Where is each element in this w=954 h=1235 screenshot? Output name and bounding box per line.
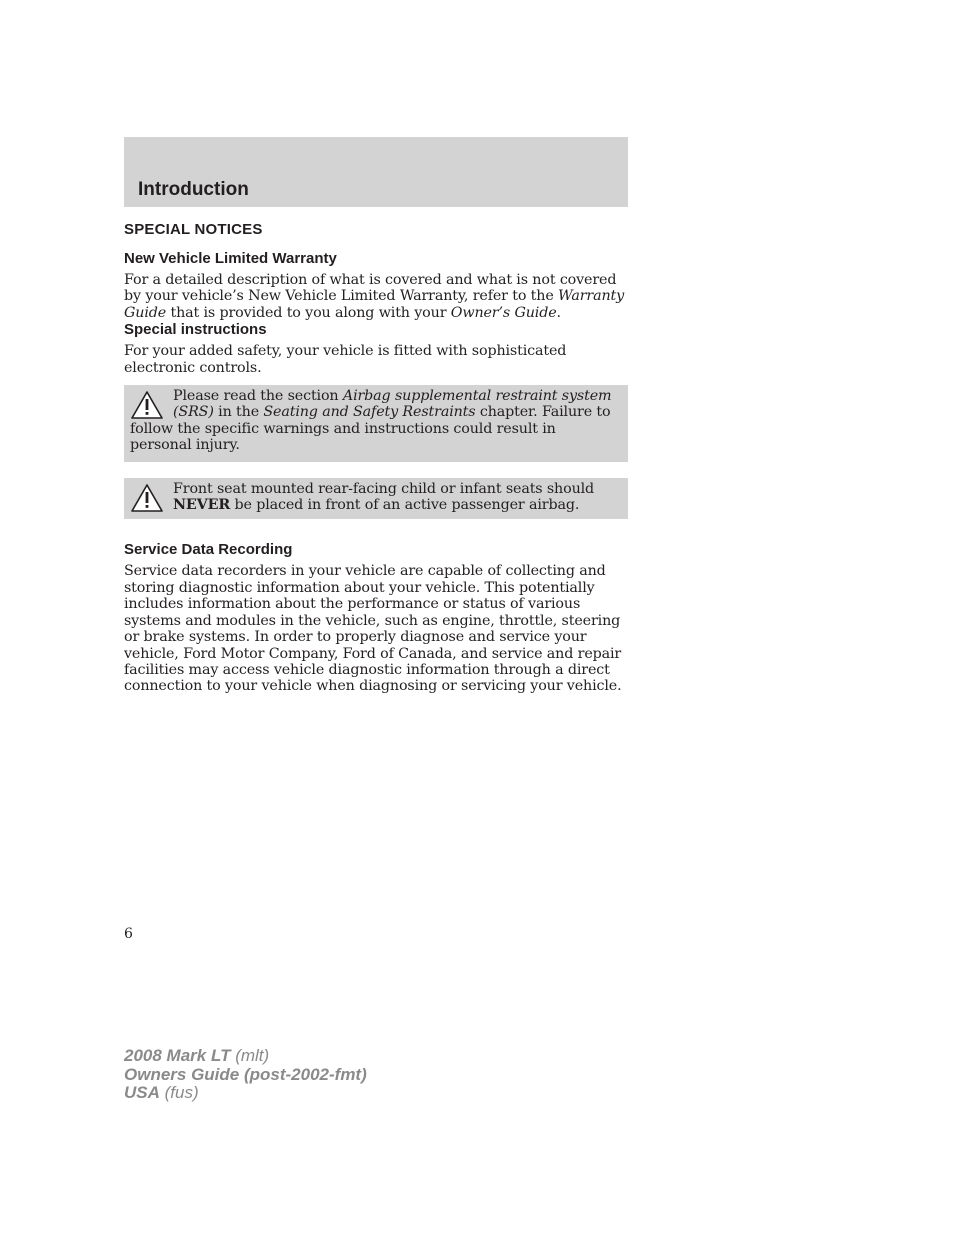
document-footer bbox=[124, 1047, 367, 1103]
owners-guide-ref: Owner’s Guide bbox=[450, 304, 557, 321]
chapter-title: Introduction bbox=[138, 179, 249, 200]
footer-market-code: (fus) bbox=[159, 1083, 199, 1102]
footer-market: USA bbox=[124, 1083, 160, 1102]
warning-box-child-seat bbox=[124, 478, 628, 520]
warning-1-text-1: Please read the section bbox=[173, 388, 343, 405]
warranty-heading: New Vehicle Limited Warranty bbox=[124, 250, 337, 267]
footer-guide-format: Owners Guide (post-2002-fmt) bbox=[124, 1064, 367, 1084]
warranty-text-3: . bbox=[556, 304, 561, 321]
service-data-paragraph: Service data recorders in your vehicle are capable of collecting and storing diagnostic information about your vehicle. This potentially includes information about the performance or status of various systems and modules in the vehicle, such as engine, throttle, steering or brake systems. In order to properly diagnose and service your vehicle, Ford Motor Company, Ford of Canada, and service and repair facilities may access vehicle diagnostic information through a direct connection to your vehicle when diagnosing or servicing your vehicle. bbox=[124, 563, 622, 695]
warning-triangle-icon bbox=[130, 483, 164, 513]
special-instructions-paragraph: For your added safety, your vehicle is fitted with sophisticated electronic controls. bbox=[124, 343, 567, 376]
special-instructions-heading: Special instructions bbox=[124, 321, 267, 339]
page-number: 6 bbox=[124, 926, 133, 942]
warning-2-text-2: be placed in front of an active passenger airbag. bbox=[230, 497, 580, 514]
warranty-text-1: For a detailed description of what is covered and what is not covered by your vehicle’s New Vehicle Limited Warranty, refer to the bbox=[124, 272, 617, 305]
warning-2-text-1: Front seat mounted rear-facing child or infant seats should bbox=[173, 480, 595, 497]
never-emphasis: NEVER bbox=[173, 497, 231, 514]
footer-line-3 bbox=[124, 1084, 367, 1103]
chapter-header-band bbox=[124, 137, 628, 207]
warranty-text-2: that is provided to you along with your bbox=[166, 304, 451, 321]
warning-1-text-2: in the bbox=[213, 404, 264, 421]
warning-1-text-3: chapter. Failure to follow the specific warnings and instructions could result in personal injury. bbox=[130, 404, 611, 454]
warranty-guide-ref: Warranty Guide bbox=[124, 288, 625, 321]
service-data-heading: Service Data Recording bbox=[124, 541, 293, 559]
airbag-section-ref: Airbag supplemental restraint system (SRS) bbox=[173, 388, 612, 421]
warning-box-airbag bbox=[124, 385, 628, 462]
footer-line-2 bbox=[124, 1066, 367, 1085]
footer-model-code: (mlt) bbox=[230, 1046, 270, 1065]
footer-model: 2008 Mark LT bbox=[124, 1046, 231, 1065]
warning-triangle-icon bbox=[130, 390, 164, 420]
warranty-paragraph bbox=[124, 272, 628, 321]
footer-line-1 bbox=[124, 1047, 367, 1066]
seating-chapter-ref: Seating and Safety Restraints bbox=[263, 404, 476, 421]
page-content bbox=[124, 221, 628, 695]
section-title: SPECIAL NOTICES bbox=[124, 221, 263, 238]
